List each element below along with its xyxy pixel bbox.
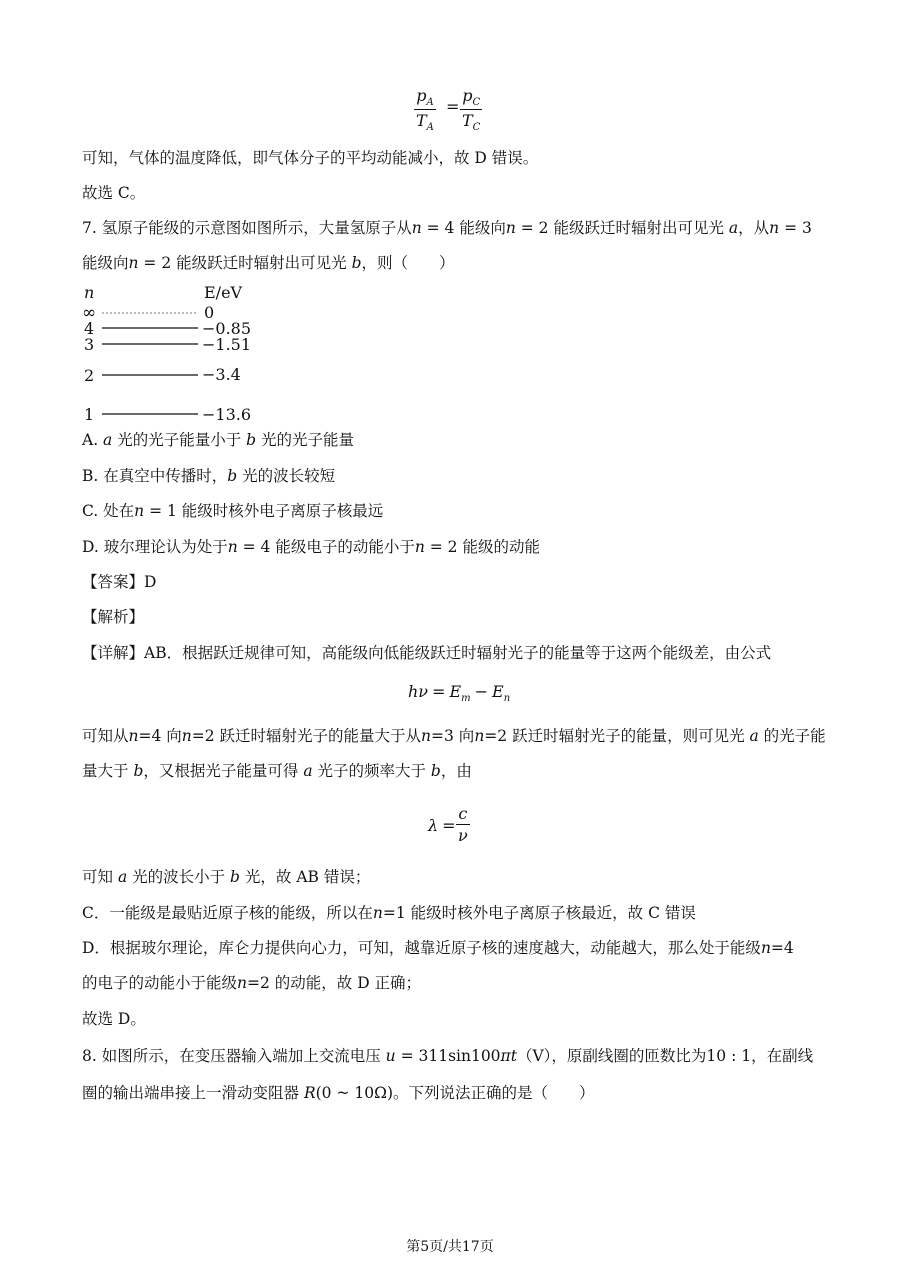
option-a: A. a 光的光子能量小于 b 光的光子能量	[82, 431, 355, 449]
level-1-n: 1	[84, 405, 95, 424]
q8-stem-line2: 圈的输出端串接上一滑动变阻器 R(0 ~ 10Ω)。下列说法正确的是（ ）	[82, 1084, 595, 1102]
option-c: C. 处在n = 1 能级时核外电子离原子核最远	[82, 502, 384, 520]
level-1-e: −13.6	[202, 405, 252, 424]
q8-stem-line1: 8. 如图所示，在变压器输入端加上交流电压 u = 311sin100πt（V），原副线圈的匝数比为10 : 1，在副线	[82, 1047, 814, 1065]
eq1-frac-right: $p_C$ $T_C$	[462, 86, 481, 134]
level-2-e: −3.4	[202, 365, 241, 384]
option-d: D. 玻尔理论认为处于n = 4 能级电子的动能小于n = 2 能级的动能	[82, 538, 540, 556]
para1-line1: 可知从n=4 向n=2 跃迁时辐射光子的能量大于从n=3 向n=2 跃迁时辐射光子的能量，则可见光 a 的光子能	[82, 727, 826, 745]
diagram-n-label: n	[84, 283, 95, 302]
level-3-n: 3	[84, 335, 95, 354]
text-line-1: 可知，气体的温度降低，即气体分子的平均动能减小，故 D 错误。	[82, 149, 539, 167]
para3-line1: C．一能级是最贴近原子核的能级，所以在n=1 能级时核外电子离原子核最近，故 C 错误	[82, 904, 696, 922]
energy-level-diagram	[80, 280, 270, 426]
analysis-label: 【解析】	[82, 608, 145, 626]
para4-line1: D．根据玻尔理论，库仑力提供向心力，可知，越靠近原子核的速度越大，动能越大，那么处于能级n=4	[82, 939, 794, 957]
para2-line1: 可知 a 光的波长小于 b 光，故 AB 错误；	[82, 868, 371, 886]
level-4-e: −0.85	[202, 319, 252, 338]
eq1-equals: =	[446, 97, 460, 116]
para1-line2: 量大于 b，又根据光子能量可得 a 光子的频率大于 b，由	[82, 762, 472, 780]
detail-line: 【详解】AB．根据跃迁规律可知，高能级向低能级跃迁时辐射光子的能量等于这两个能级差，由公式	[82, 644, 772, 662]
diagram-e-label: E/eV	[204, 283, 243, 302]
eq3-left: λ =	[428, 816, 456, 835]
option-b: B. 在真空中传播时，b 光的波长较短	[82, 467, 336, 485]
q7-stem-line2: 能级向n = 2 能级跃迁时辐射出可见光 b，则（ ）	[82, 254, 455, 272]
eq3-frac: c ν	[458, 804, 468, 845]
para4-line2: 的电子的动能小于能级n=2 的动能，故 D 正确；	[82, 974, 422, 992]
text-line-2: 故选 C。	[82, 184, 146, 202]
level-4-n: 4	[84, 319, 95, 338]
level-inf-n: ∞	[82, 303, 97, 323]
eq1-frac-left: $p_A$ $T_A$	[416, 86, 434, 134]
eq2: $h\nu = E_m - E_n$	[408, 682, 511, 705]
level-3-e: −1.51	[202, 335, 252, 354]
level-2-n: 2	[84, 366, 95, 385]
level-inf-e: 0	[204, 303, 215, 322]
para5-line1: 故选 D。	[82, 1010, 146, 1028]
answer-label: 【答案】D	[82, 573, 157, 591]
page-footer: 第5页/共17页	[406, 1239, 494, 1255]
q7-stem-line1: 7. 氢原子能级的示意图如图所示，大量氢原子从n = 4 能级向n = 2 能级跃迁时辐射出可见光 a，从n = 3	[82, 219, 812, 237]
